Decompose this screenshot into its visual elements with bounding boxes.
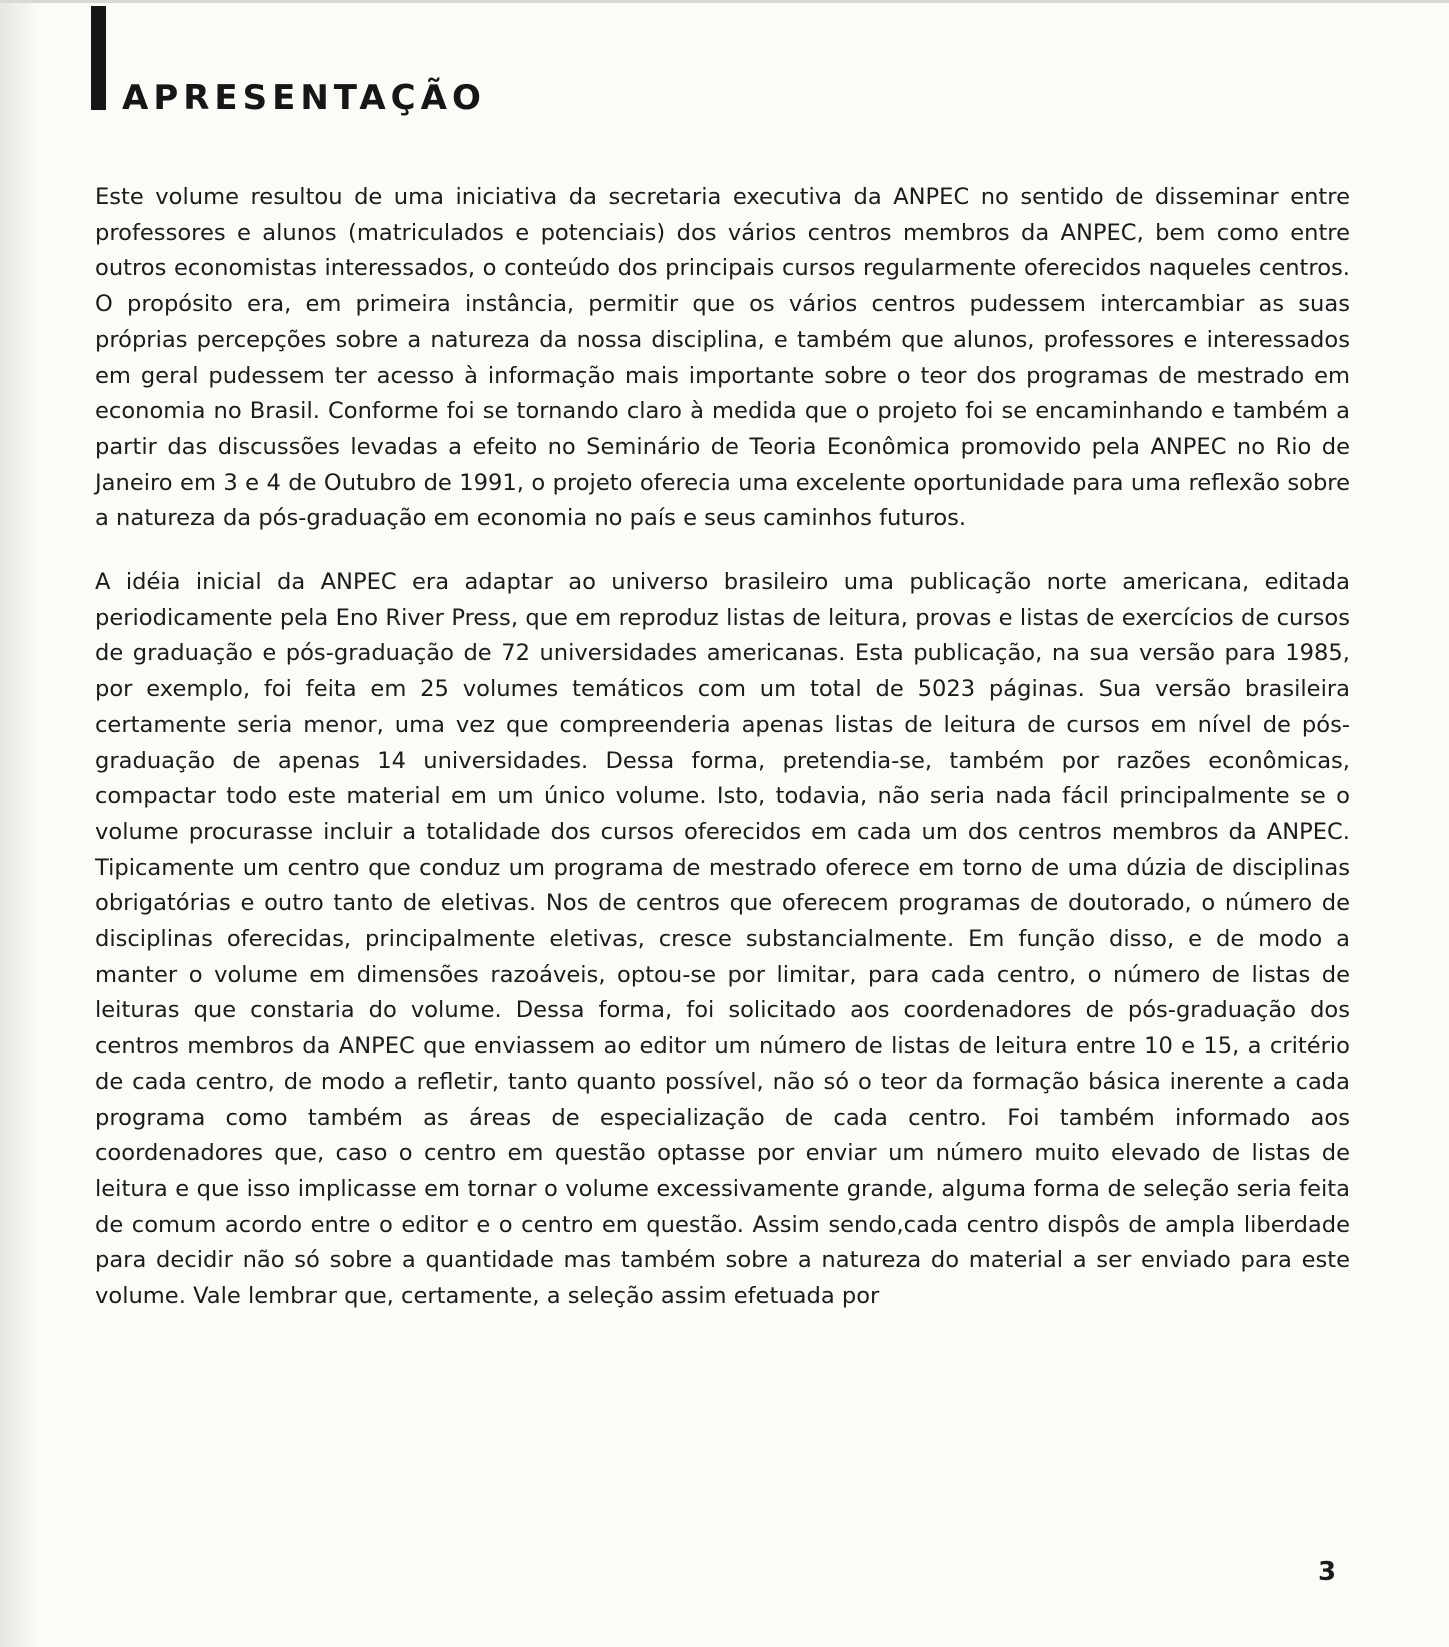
title-accent-bar xyxy=(91,6,106,110)
paragraph-1: Este volume resultou de uma iniciativa da secretaria executiva da ANPEC no sentido de disseminar entre professores e alunos (matriculados e potenciais) dos vários centros membros da ANPEC, bem como entre outros economistas interessados, o conteúdo dos principais cursos regularmente oferecidos naqueles centros. O propósito era, em primeira instância, permitir que os vários centros pudessem intercambiar as suas próprias percepções sobre a natureza da nossa disciplina, e também que alunos, professores e interessados em geral pudessem ter acesso à informação mais importante sobre o teor dos programas de mestrado em economia no Brasil. Conforme foi se tornando claro à medida que o projeto foi se encaminhando e também a partir das discussões levadas a efeito no Seminário de Teoria Econômica promovido pela ANPEC no Rio de Janeiro em 3 e 4 de Outubro de 1991, o projeto oferecia uma excelente oportunidade para uma reflexão sobre a natureza da pós-graduação em economia no país e seus caminhos futuros. xyxy=(95,184,1350,532)
paragraph-2: A idéia inicial da ANPEC era adaptar ao universo brasileiro uma publicação norte americana, editada periodicamente pela Eno River Press, que em reproduz listas de leitura, provas e listas de exercícios de cursos de graduação e pós-graduação de 72 universidades americanas. Esta publicação, na sua versão para 1985, por exemplo, foi feita em 25 volumes temáticos com um total de 5023 páginas. Sua versão brasileira certamente seria menor, uma vez que compreenderia apenas listas de leitura de cursos em nível de pós-graduação de apenas 14 universidades. Dessa forma, pretendia-se, também por razões econômicas, compactar todo este material em um único volume. Isto, todavia, não seria nada fácil principalmente se o volume procurasse incluir a totalidade dos cursos oferecidos em cada um dos centros membros da ANPEC. Tipicamente um centro que conduz um programa de mestrado oferece em torno de uma dúzia de disciplinas obrigatórias e outro tanto de eletivas. Nos de centros que oferecem programas de doutorado, o número de disciplinas oferecidas, principalmente eletivas, cresce substancialmente. Em função disso, e de modo a manter o volume em dimensões razoáveis, optou-se por limitar, para cada centro, o número de listas de leituras que constaria do volume. Dessa forma, foi solicitado aos coordenadores de pós-graduação dos centros membros da ANPEC que enviassem ao editor um número de listas de leitura entre 10 e 15, a critério de cada centro, de modo a refletir, tanto quanto possível, não só o teor da formação básica inerente a cada programa como também as áreas de especialização de cada centro. Foi também informado aos coordenadores que, caso o centro em questão optasse por enviar um número muito elevado de listas de leitura e que isso implicasse em tornar o volume excessivamente grande, alguma forma de seleção seria feita de comum acordo entre o editor e o centro em questão. Assim sendo,cada centro dispôs de ampla liberdade para decidir não só sobre a quantidade mas também sobre a natureza do material a ser enviado para este volume. Vale lembrar que, certamente, a seleção assim efetuada por xyxy=(95,569,1350,1310)
page-edge-shadow xyxy=(0,0,40,1647)
top-rule xyxy=(0,0,1449,3)
page-title: APRESENTAÇÃO xyxy=(122,78,486,118)
page-number: 3 xyxy=(1318,1557,1337,1587)
body-text xyxy=(95,180,1350,1315)
